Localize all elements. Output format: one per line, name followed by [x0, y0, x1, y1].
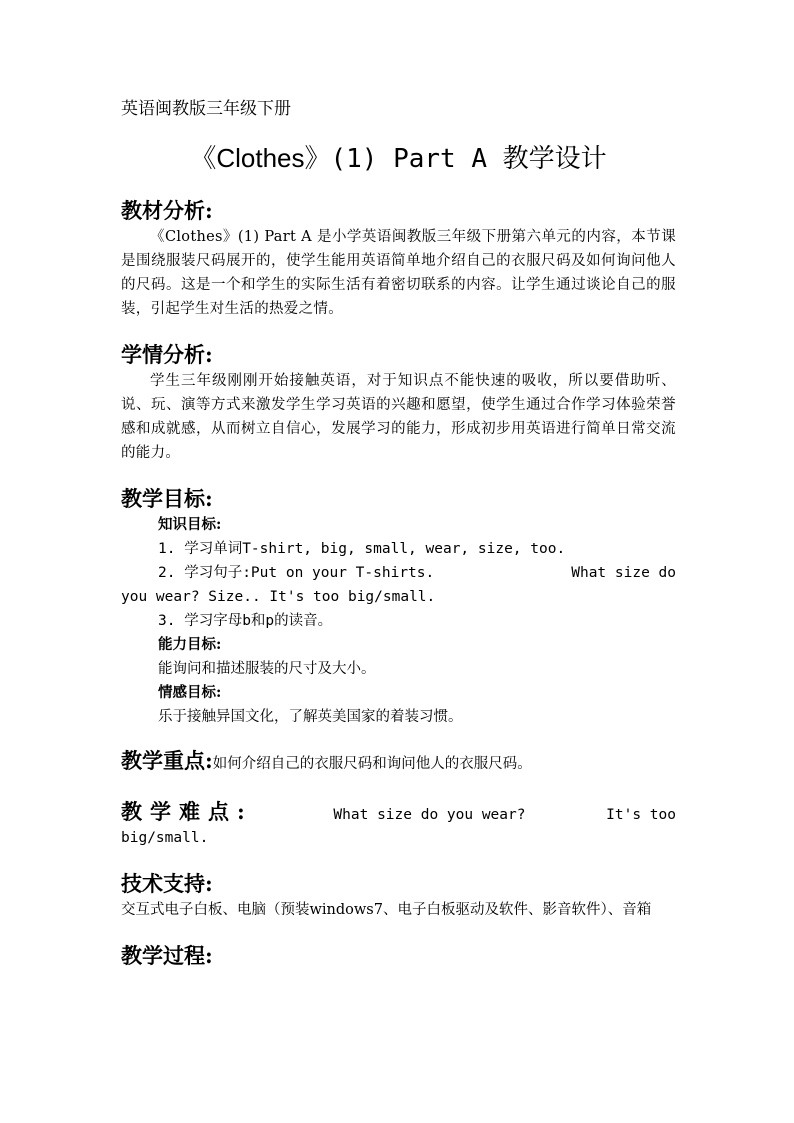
document-content	[121, 96, 676, 990]
section-difficulties	[121, 796, 676, 850]
section-teaching-goals	[121, 485, 676, 729]
key-points-text: 如何介绍自己的衣服尺码和询问他人的衣服尺码。	[212, 756, 532, 772]
section-heading: 教材分析:	[121, 198, 213, 223]
k2-part2: What size do	[571, 565, 676, 581]
section-tech-support	[121, 870, 676, 922]
section-heading: 技术支持:	[121, 871, 213, 896]
difficulties-text-line2: big/small.	[121, 830, 209, 846]
document-title	[121, 138, 676, 179]
knowledge-goal-label: 知识目标:	[158, 516, 222, 533]
emotion-goal-text: 乐于接触异国文化，了解英美国家的着装习惯。	[158, 709, 463, 725]
section-material-analysis	[121, 197, 676, 321]
title-prefix: 《	[190, 144, 217, 174]
section-paragraph: 学生三年级刚刚开始接触英语，对于知识点不能快速的吸收，所以要借助听、说、玩、演等方式来激发学生学习英语的兴趣和愿望，使学生通过合作学习体验荣誉感和成就感，从而树立自信心，发展学习的能力，形成初步用英语进行简单日常交流的能力。	[121, 373, 676, 461]
emotion-goal-label: 情感目标:	[158, 684, 222, 701]
difficulties-text-part2: It's too	[606, 807, 676, 823]
title-word: Clothes	[216, 143, 305, 173]
difficulties-text-part1: What size do you wear?	[333, 807, 526, 823]
ability-goal-text: 能询问和描述服装的尺寸及大小。	[158, 661, 376, 677]
section-process	[121, 942, 676, 970]
k2-part1: 2. 学习句子:Put on your T-shirts.	[158, 565, 435, 581]
section-heading: 教学重点:	[121, 748, 213, 773]
section-heading: 学情分析:	[121, 342, 213, 367]
k2-line2: you wear? Size.. It's too big/small.	[121, 589, 436, 605]
section-student-analysis	[121, 341, 676, 465]
section-key-points	[121, 749, 676, 776]
knowledge-goal-item-1: 1. 学习单词T-shirt, big, small, wear, size, too.	[158, 541, 566, 557]
section-heading: 教学目标:	[121, 486, 213, 511]
knowledge-goal-item-2	[121, 561, 676, 609]
document-subtitle: 英语闽教版三年级下册	[121, 99, 291, 119]
title-suffix: 》(1) Part A 教学设计	[304, 144, 607, 174]
section-paragraph: 《Clothes》(1) Part A 是小学英语闽教版三年级下册第六单元的内容，本节课是围绕服装尺码展开的，使学生能用英语简单地介绍自己的衣服尺码及如何询问他人的尺码。这是一个和学生的实际生活有着密切联系的内容。让学生通过谈论自己的服装，引起学生对生活的热爱之情。	[121, 229, 676, 317]
ability-goal-label: 能力目标:	[158, 636, 222, 653]
knowledge-goal-item-3: 3. 学习字母b和p的读音。	[158, 613, 333, 629]
section-heading: 教学过程:	[121, 943, 213, 968]
tech-support-text: 交互式电子白板、电脑（预装windows7、电子白板驱动及软件、影音软件）、音箱	[121, 902, 652, 918]
section-heading: 教学难点:	[121, 799, 253, 824]
